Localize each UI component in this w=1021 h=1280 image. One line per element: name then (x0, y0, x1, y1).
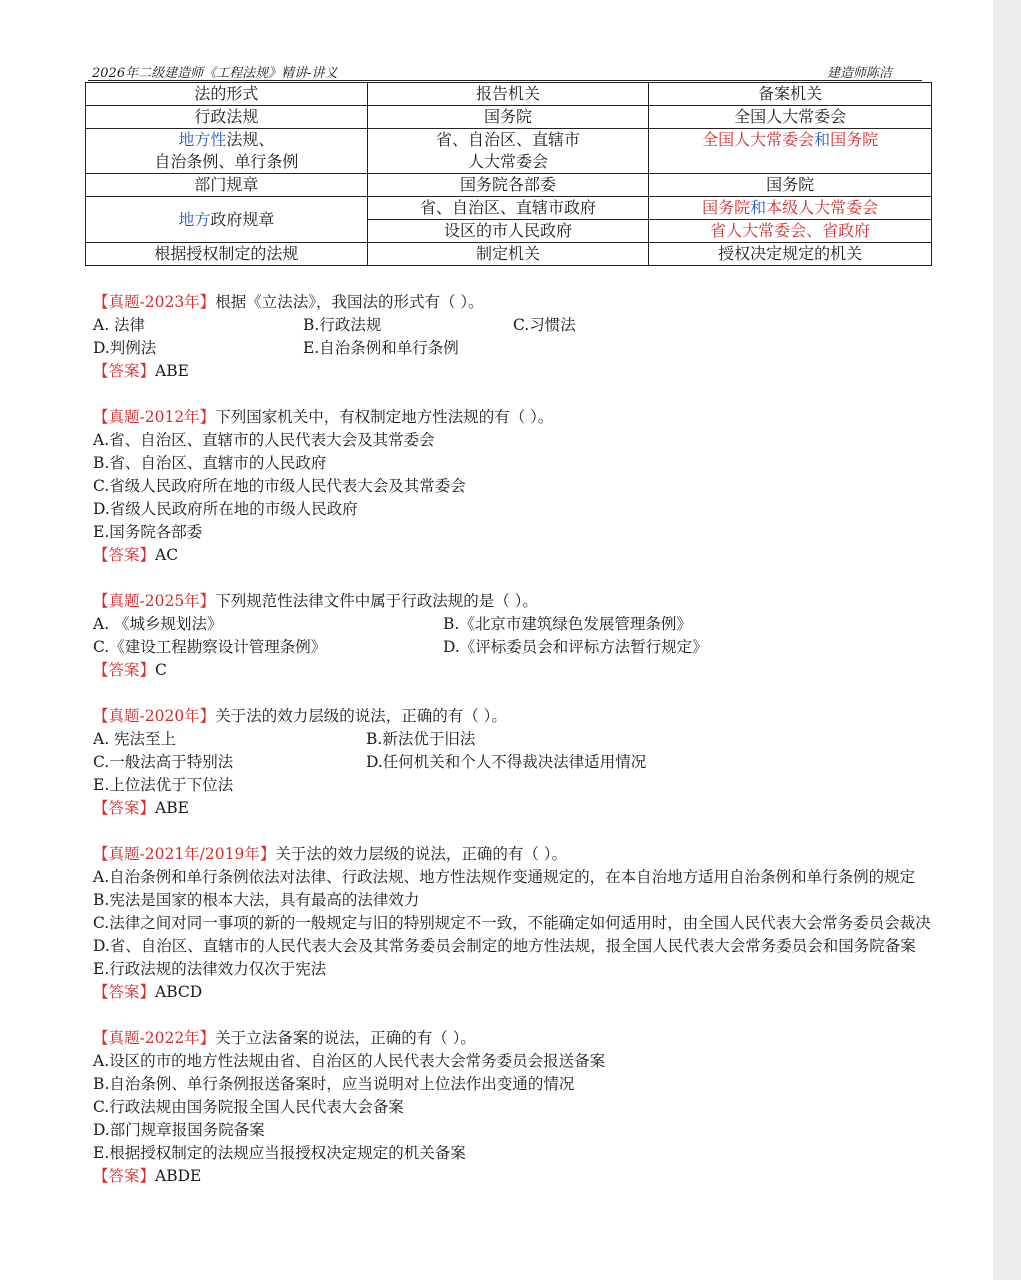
option-e: E.自治条例和单行条例 (303, 339, 459, 357)
table-cell: 授权决定规定的机关 (649, 243, 932, 266)
exam-year-tag: 【真题-2022年】 (93, 1029, 216, 1047)
answer-value: ABE (155, 362, 189, 380)
exam-year-tag: 【真题-2025年】 (93, 592, 216, 610)
answer-value: C (155, 661, 167, 679)
table-cell: 根据授权制定的法规 (86, 243, 368, 266)
table-cell: 制定机关 (367, 243, 649, 266)
highlight-blue: 和 (750, 198, 767, 217)
option-d: D.判例法 (93, 339, 157, 357)
exam-year-tag: 【真题-2020年】 (93, 707, 216, 725)
stem-text: 关于法的效力层级的说法，正确的有（ ）。 (275, 845, 568, 863)
answer-value: AC (155, 546, 179, 564)
stem-text: 下列国家机关中，有权制定地方性法规的有（ ）。 (215, 408, 554, 426)
question-block (93, 843, 933, 1004)
option-c: C.省级人民政府所在地的市级人民代表大会及其常委会 (93, 477, 466, 495)
table-cell: 省、自治区、直辖市政府 (367, 197, 649, 220)
option-b: B.宪法是国家的根本大法，具有最高的法律效力 (93, 891, 420, 909)
table-cell (649, 197, 932, 220)
cell-text: 政府规章 (210, 209, 275, 229)
answer-tag: 【答案】 (93, 1167, 156, 1185)
table-row (86, 129, 932, 174)
cell-text: 人大常委会 (467, 152, 548, 171)
answer-value: ABCD (155, 983, 203, 1001)
table-cell: 省人大常委会、省政府 (649, 220, 932, 243)
question-block (93, 590, 933, 682)
col-header-form: 法的形式 (86, 83, 368, 106)
col-header-record: 备案机关 (649, 83, 932, 106)
question-stem (93, 1027, 933, 1050)
option-a: A.设区的市的地方性法规由省、自治区的人民代表大会常务委员会报送备案 (93, 1052, 606, 1070)
exam-year-tag: 【真题-2012年】 (93, 408, 216, 426)
question-block (93, 705, 933, 820)
table-cell: 设区的市人民政府 (367, 220, 649, 243)
option-b: B.《北京市建筑绿色发展管理条例》 (443, 615, 692, 633)
table-cell (367, 129, 649, 174)
question-stem (93, 705, 933, 728)
cell-text: 自治条例、单行条例 (154, 152, 299, 171)
table-cell: 国务院各部委 (367, 174, 649, 197)
table-cell: 行政法规 (86, 106, 368, 129)
answer-line (93, 981, 933, 1004)
options-row (93, 337, 933, 360)
stem-text: 根据《立法法》，我国法的形式有（ ）。 (215, 293, 484, 311)
stem-text: 关于法的效力层级的说法，正确的有（ ）。 (215, 707, 507, 725)
table-header-row (86, 83, 932, 106)
header-author: 建造师陈洁 (826, 66, 892, 81)
table-row (86, 197, 932, 220)
exam-year-tag: 【真题-2021年/2019年】 (93, 845, 276, 863)
question-stem (93, 406, 933, 429)
options-row (93, 751, 933, 774)
table-row (86, 174, 932, 197)
option-d: D.省、自治区、直辖市的人民代表大会及其常务委员会制定的地方性法规，报全国人民代表大会常务委员会和国务院备案 (93, 937, 916, 955)
exam-year-tag: 【真题-2023年】 (93, 293, 216, 311)
option-b: B.自治条例、单行条例报送备案时，应当说明对上位法作出变通的情况 (93, 1075, 575, 1093)
cell-text: 省、自治区、直辖市 (435, 130, 580, 149)
option-e: E.行政法规的法律效力仅次于宪法 (93, 960, 327, 978)
page-header (88, 60, 922, 81)
highlight-blue: 地方性 (178, 130, 227, 149)
highlight-red: 国务院 (702, 198, 751, 217)
option-e: E.根据授权制定的法规应当报授权决定规定的机关备案 (93, 1144, 466, 1162)
option-a: A.自治条例和单行条例依法对法律、行政法规、地方性法规作变通规定的，在本自治地方适用自治条例和单行条例的规定 (93, 868, 916, 886)
stem-text: 关于立法备案的说法，正确的有（ ）。 (215, 1029, 476, 1047)
table-cell: 全国人大常委会 (649, 106, 932, 129)
stem-text: 下列规范性法律文件中属于行政法规的是（ ）。 (215, 592, 538, 610)
option-d: D.部门规章报国务院备案 (93, 1121, 265, 1139)
highlight-red: 全国人大常委会 (702, 130, 815, 149)
option-c: C.习惯法 (513, 316, 576, 334)
table-row (86, 106, 932, 129)
question-stem (93, 590, 933, 613)
answer-tag: 【答案】 (93, 983, 156, 1001)
question-block (93, 291, 933, 383)
option-e: E.国务院各部委 (93, 523, 203, 541)
col-header-report: 报告机关 (367, 83, 649, 106)
answer-value: ABDE (155, 1167, 202, 1185)
options-row (93, 728, 933, 751)
option-e: E.上位法优于下位法 (93, 776, 234, 794)
table-cell (86, 197, 368, 243)
answer-line (93, 797, 933, 820)
table-cell: 部门规章 (86, 174, 368, 197)
table-cell (86, 129, 368, 174)
answer-line (93, 360, 933, 383)
highlight-blue: 和 (814, 130, 831, 149)
highlight-red: 本级人大常委会 (766, 198, 879, 217)
options-row (93, 613, 933, 636)
option-a: A. 法律 (93, 316, 146, 334)
option-b: B.行政法规 (303, 316, 382, 334)
option-c: C.行政法规由国务院报全国人民代表大会备案 (93, 1098, 404, 1116)
answer-tag: 【答案】 (93, 661, 156, 679)
question-stem (93, 843, 933, 866)
option-d: D.省级人民政府所在地的市级人民政府 (93, 500, 358, 518)
option-a: A.省、自治区、直辖市的人民代表大会及其常委会 (93, 431, 435, 449)
highlight-blue: 地方 (178, 209, 211, 229)
options-row (93, 314, 933, 337)
option-c: C.《建设工程勘察设计管理条例》 (93, 638, 327, 656)
table-cell (649, 129, 932, 174)
option-a: A. 宪法至上 (93, 730, 177, 748)
answer-line (93, 659, 933, 682)
option-d: D.《评标委员会和评标方法暂行规定》 (443, 638, 708, 656)
answer-tag: 【答案】 (93, 546, 156, 564)
cell-text: 法规、 (226, 130, 275, 149)
question-block (93, 406, 933, 567)
question-stem (93, 291, 933, 314)
option-c: C.一般法高于特别法 (93, 753, 234, 771)
option-d: D.任何机关和个人不得裁决法律适用情况 (366, 753, 647, 771)
question-list (93, 291, 933, 1211)
table-cell: 国务院 (367, 106, 649, 129)
option-b: B.省、自治区、直辖市的人民政府 (93, 454, 327, 472)
question-block (93, 1027, 933, 1188)
answer-value: ABE (155, 799, 189, 817)
header-title: 2026年二级建造师《工程法规》精讲-讲义 (92, 66, 338, 81)
option-a: A. 《城乡规划法》 (93, 615, 223, 633)
highlight-red: 国务院 (830, 130, 879, 149)
table-row (86, 243, 932, 266)
table-cell: 国务院 (649, 174, 932, 197)
option-b: B.新法优于旧法 (366, 730, 476, 748)
answer-tag: 【答案】 (93, 362, 156, 380)
viewer-scrollbar-gutter[interactable] (993, 0, 1021, 1280)
options-row (93, 636, 933, 659)
law-forms-table (85, 82, 932, 266)
answer-line (93, 544, 933, 567)
option-c: C.法律之间对同一事项的新的一般规定与旧的特别规定不一致，不能确定如何适用时，由全国人民代表大会常务委员会裁决 (93, 914, 931, 932)
answer-tag: 【答案】 (93, 799, 156, 817)
answer-line (93, 1165, 933, 1188)
